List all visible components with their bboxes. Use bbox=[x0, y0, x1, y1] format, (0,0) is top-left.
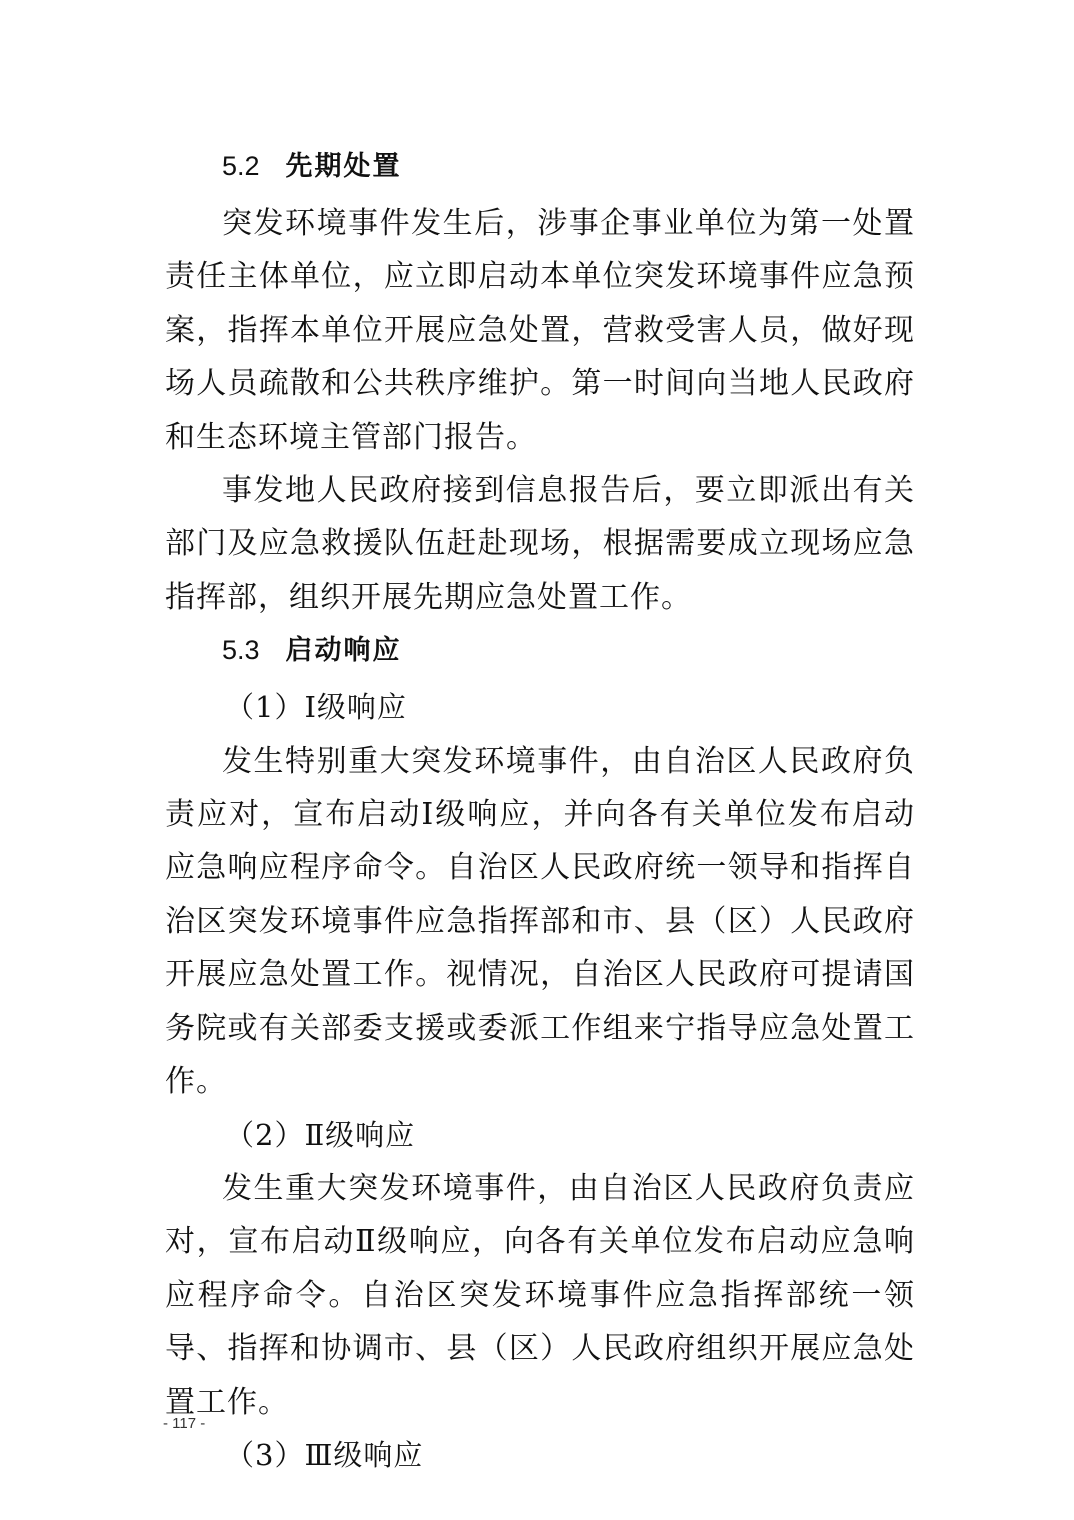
page-content bbox=[165, 140, 915, 1482]
paragraph: 发生特别重大突发环境事件，由自治区人民政府负责应对，宣布启动Ⅰ级响应，并向各有关单位发布启动应急响应程序命令。自治区人民政府统一领导和指挥自治区突发环境事件应急指挥部和市、县（区）人民政府开展应急处置工作。视情况，自治区人民政府可提请国务院或有关部委支援或委派工作组来宁指导应急处置工作。 bbox=[165, 743, 915, 1100]
section-number: 5.3 bbox=[222, 635, 260, 666]
section-heading-5-2 bbox=[165, 142, 915, 197]
subheading-level-2: （2）Ⅱ级响应 bbox=[225, 1117, 416, 1152]
section-heading-5-3 bbox=[165, 626, 915, 681]
paragraph: 突发环境事件发生后，涉事企事业单位为第一处置责任主体单位，应立即启动本单位突发环境事件应急预案，指挥本单位开展应急处置，营救受害人员，做好现场人员疏散和公共秩序维护。第一时间向当地人民政府和生态环境主管部门报告。 bbox=[165, 206, 915, 455]
page-number: - 117 - bbox=[163, 1415, 206, 1432]
subheading-level-3: （3）Ⅲ级响应 bbox=[225, 1437, 424, 1472]
section-title: 先期处置 bbox=[285, 151, 402, 182]
section-title: 启动响应 bbox=[285, 635, 402, 667]
paragraph: 事发地人民政府接到信息报告后，要立即派出有关部门及应急救援队伍赶赴现场，根据需要成立现场应急指挥部，组织开展先期应急处置工作。 bbox=[165, 473, 915, 615]
section-number: 5.2 bbox=[222, 151, 260, 181]
paragraph: 发生重大突发环境事件，由自治区人民政府负责应对，宣布启动Ⅱ级响应，向各有关单位发布启动应急响应程序命令。自治区突发环境事件应急指挥部统一领导、指挥和协调市、县（区）人民政府组织开展应急处置工作。 bbox=[165, 1170, 915, 1420]
subheading-level-1: （1）Ⅰ级响应 bbox=[225, 690, 407, 725]
